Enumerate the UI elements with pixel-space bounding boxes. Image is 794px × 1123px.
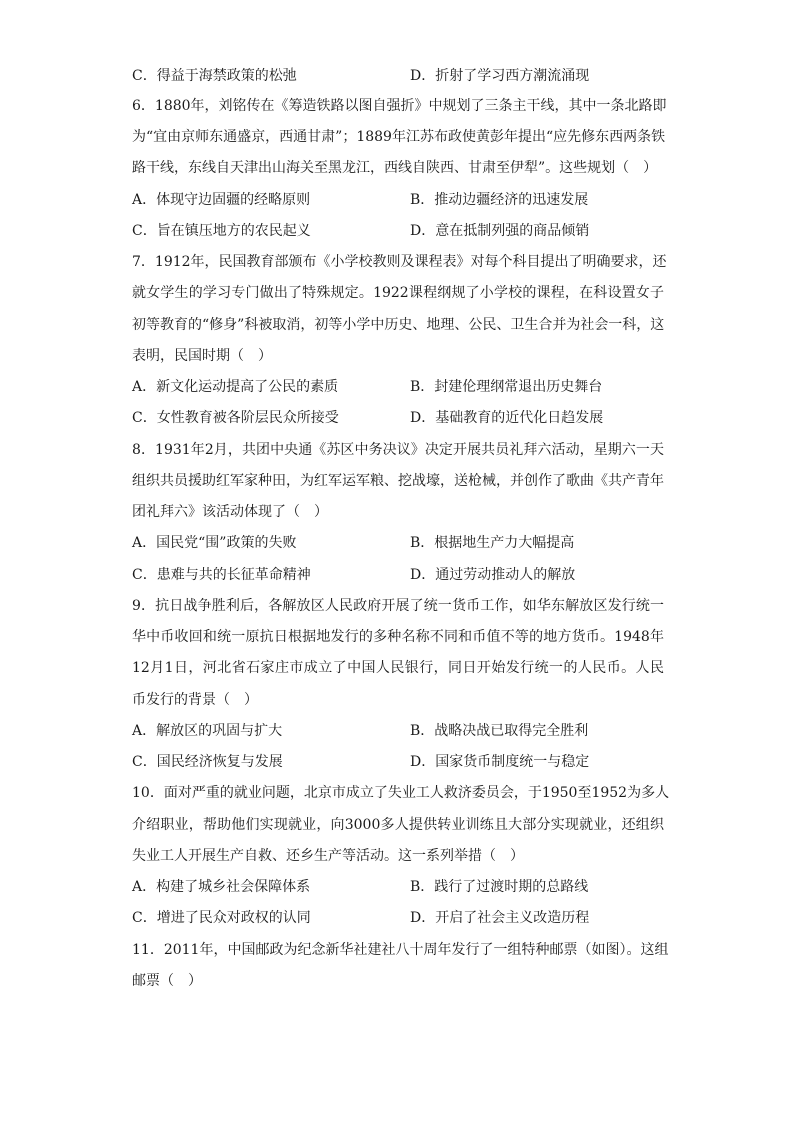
question-8-option-d: D．通过劳动推动人的解放 <box>410 567 576 583</box>
question-9-option-c: C．国民经济恢复与发展 <box>132 754 283 770</box>
question-7-option-c: C．女性教育被各阶层民众所接受 <box>132 410 339 426</box>
question-9-options-row-ab <box>132 721 664 741</box>
question-10-line-3: 失业工人开展生产自救、还乡生产等活动。这一系列举措（ ） <box>132 848 524 864</box>
question-6-option-b: B．推动边疆经济的迅速发展 <box>410 192 589 208</box>
question-10-line-2: 介绍职业，帮助他们实现就业，向3000多人提供转业训练且大部分实现就业，还组织 <box>132 817 664 833</box>
question-6-option-c: C．旨在镇压地方的农民起义 <box>132 223 311 239</box>
question-10-option-b: B．践行了过渡时期的总路线 <box>410 879 589 895</box>
question-11-line-2: 邮票（ ） <box>132 973 202 989</box>
question-7-line-3: 初等教育的“修身”科被取消，初等小学中历史、地理、公民、卫生合并为社会一科，这 <box>132 317 665 333</box>
question-11-line-1: 11．2011年，中国邮政为纪念新华社建社八十周年发行了一组特种邮票（如图）。这组 <box>132 942 669 958</box>
question-8-line-3: 团礼拜六》该活动体现了（ ） <box>132 504 328 520</box>
question-6-options-row-ab <box>132 190 664 210</box>
question-6-option-a: A．体现守边固疆的经略原则 <box>132 192 311 208</box>
question-8-line-1: 8．1931年2月，共团中央通《苏区中务决议》决定开展共员礼拜六活动，星期六一天 <box>132 442 664 458</box>
question-8-options-row-ab <box>132 533 664 553</box>
question-8-option-c: C．患难与共的长征革命精神 <box>132 567 311 583</box>
question-10-options-row-cd <box>132 908 664 928</box>
question-7-option-a: A．新文化运动提高了公民的素质 <box>132 379 339 395</box>
q5-option-d: D．折射了学习西方潮流涌现 <box>410 68 590 84</box>
question-6-line-2: 为“宜由京师东通盛京，西通甘肃”；1889年江苏布政使黄彭年提出“应先修东西两条铁 <box>132 129 666 145</box>
question-7-option-b: B．封建伦理纲常退出历史舞台 <box>410 379 603 395</box>
question-6-line-1: 6．1880年，刘铭传在《筹造铁路以图自强折》中规划了三条主干线，其中一条北路即 <box>132 98 667 114</box>
question-9-option-a: A．解放区的巩固与扩大 <box>132 723 283 739</box>
question-10-option-a: A．构建了城乡社会保障体系 <box>132 879 311 895</box>
question-9-line-1: 9．抗日战争胜利后，各解放区人民政府开展了统一货币工作，如华东解放区发行统一 <box>132 598 664 614</box>
question-8-option-b: B．根据地生产力大幅提高 <box>410 535 575 551</box>
question-9-option-d: D．国家货币制度统一与稳定 <box>410 754 590 770</box>
question-7-line-2: 就女学生的学习专门做出了特殊规定。1922课程纲规了小学校的课程，在科设置女子 <box>132 285 664 301</box>
question-6-line-3: 路干线，东线自天津出山海关至黑龙江，西线自陕西、甘肃至伊犁”。这些规划（ ） <box>132 160 658 176</box>
q5-option-c: C．得益于海禁政策的松弛 <box>132 68 297 84</box>
question-10-option-c: C．增进了民众对政权的认同 <box>132 910 311 926</box>
question-10-options-row-ab <box>132 877 664 897</box>
question-6-option-d: D．意在抵制列强的商品倾销 <box>410 223 590 239</box>
q5-options-row-cd <box>132 66 664 86</box>
question-9-option-b: B．战略决战已取得完全胜利 <box>410 723 589 739</box>
question-9-line-3: 12月1日，河北省石家庄市成立了中国人民银行，同日开始发行统一的人民币。人民 <box>132 660 664 676</box>
question-8-options-row-cd <box>132 565 664 585</box>
question-7-options-row-ab <box>132 377 664 397</box>
question-7-line-1: 7．1912年，民国教育部颁布《小学校教则及课程表》对每个科目提出了明确要求，还 <box>132 254 667 270</box>
question-8-line-2: 组织共员援助红军家种田，为红军运军粮、挖战壕，送枪械，并创作了歌曲《共产青年 <box>132 473 664 489</box>
question-7-option-d: D．基础教育的近代化日趋发展 <box>410 410 604 426</box>
question-9-line-4: 币发行的背景（ ） <box>132 692 258 708</box>
question-10-line-1: 10．面对严重的就业问题，北京市成立了失业工人救济委员会，于1950至1952为多人 <box>132 785 670 801</box>
question-7-options-row-cd <box>132 408 664 428</box>
question-9-line-2: 华中币收回和统一原抗日根据地发行的多种名称不同和币值不等的地方货币。1948年 <box>132 629 664 645</box>
question-10-option-d: D．开启了社会主义改造历程 <box>410 910 590 926</box>
question-7-line-4: 表明，民国时期（ ） <box>132 348 272 364</box>
question-6-options-row-cd <box>132 221 664 241</box>
question-8-option-a: A．国民党“围”政策的失败 <box>132 535 297 551</box>
question-9-options-row-cd <box>132 752 664 772</box>
